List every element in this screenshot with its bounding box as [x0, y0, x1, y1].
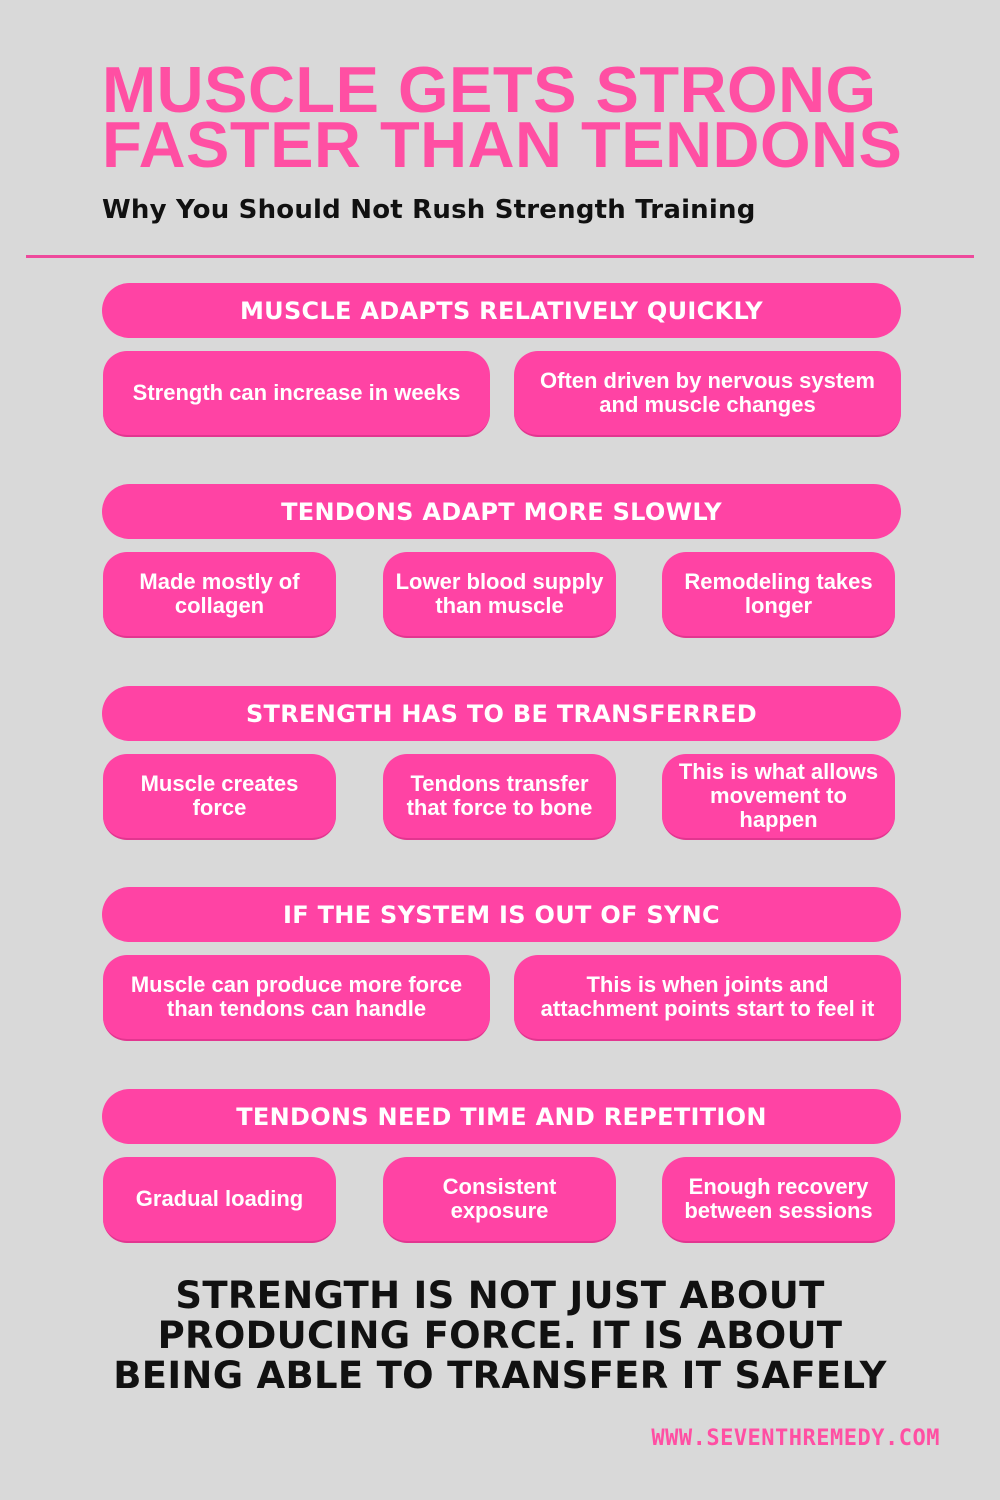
info-card: Consistent exposure: [383, 1157, 616, 1243]
section-header: TENDONS NEED TIME AND REPETITION: [102, 1089, 901, 1144]
conclusion-statement: [60, 1276, 940, 1396]
info-card: Often driven by nervous system and muscle changes: [514, 351, 901, 437]
website-link[interactable]: WWW.SEVENTHREMEDY.COM: [651, 1426, 940, 1451]
info-card: Lower blood supply than muscle: [383, 552, 616, 638]
info-card: This is what allows movement to happen: [662, 754, 895, 840]
conclusion-line: STRENGTH IS NOT JUST ABOUT: [175, 1274, 825, 1317]
card-row: [102, 955, 901, 1043]
info-card: Strength can increase in weeks: [103, 351, 490, 437]
section-header: IF THE SYSTEM IS OUT OF SYNC: [102, 887, 901, 942]
section-muscle-adapts: [102, 283, 901, 439]
title-line-1: MUSCLE GETS STRONG: [102, 53, 877, 126]
info-card: Remodeling takes longer: [662, 552, 895, 638]
section-time-repetition: [102, 1089, 901, 1245]
section-header: MUSCLE ADAPTS RELATIVELY QUICKLY: [102, 283, 901, 338]
section-header: STRENGTH HAS TO BE TRANSFERRED: [102, 686, 901, 741]
info-card: Tendons transfer that force to bone: [383, 754, 616, 840]
info-card: Muscle creates force: [103, 754, 336, 840]
card-row: [102, 754, 901, 842]
info-card: This is when joints and attachment points start to feel it: [514, 955, 901, 1041]
page-subtitle: Why You Should Not Rush Strength Training: [102, 195, 756, 225]
conclusion-line: PRODUCING FORCE. IT IS ABOUT: [157, 1314, 843, 1357]
page-title: [102, 53, 962, 181]
card-row: [102, 351, 901, 439]
info-card: Muscle can produce more force than tendons can handle: [103, 955, 490, 1041]
section-tendons-adapt: [102, 484, 901, 640]
info-card: Gradual loading: [103, 1157, 336, 1243]
info-card: Made mostly of collagen: [103, 552, 336, 638]
title-line-2: FASTER THAN TENDONS: [102, 108, 903, 181]
section-strength-transferred: [102, 686, 901, 842]
conclusion-line: BEING ABLE TO TRANSFER IT SAFELY: [113, 1354, 887, 1397]
section-header: TENDONS ADAPT MORE SLOWLY: [102, 484, 901, 539]
header-divider: [26, 255, 974, 258]
card-row: [102, 552, 901, 640]
card-row: [102, 1157, 901, 1245]
info-card: Enough recovery between sessions: [662, 1157, 895, 1243]
section-out-of-sync: [102, 887, 901, 1043]
